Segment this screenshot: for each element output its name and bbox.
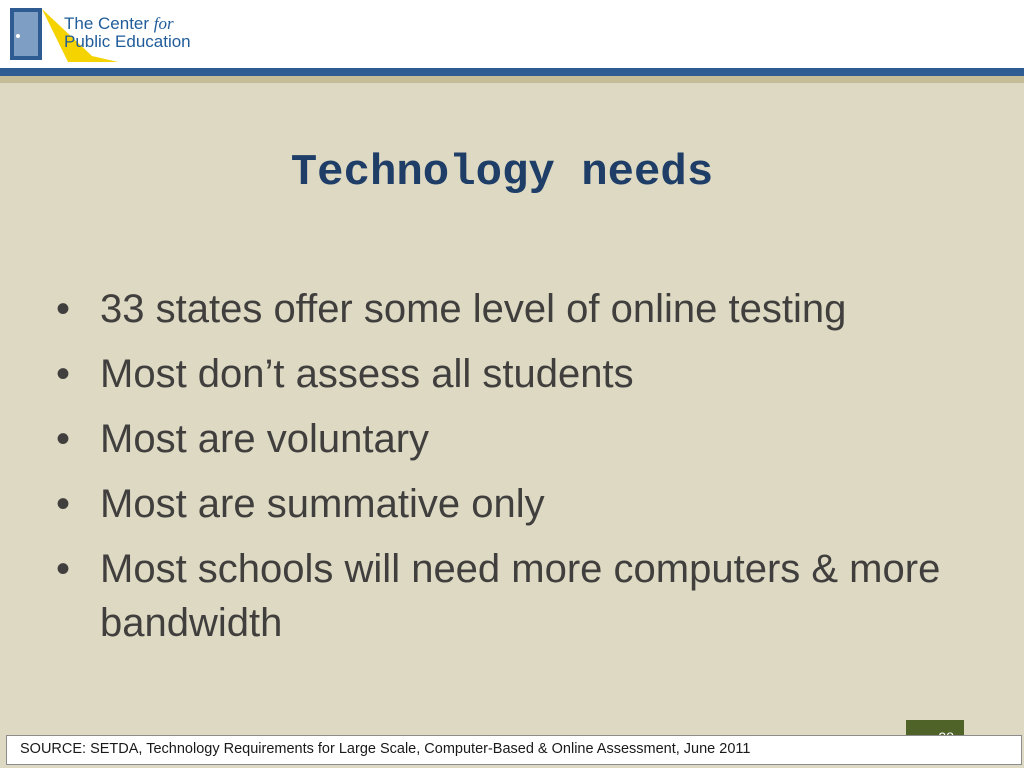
slide-header — [0, 0, 1024, 68]
logo-line1: The Center — [64, 14, 150, 33]
bullet-symbol: • — [56, 417, 71, 461]
bullet-item — [56, 542, 976, 650]
bullet-symbol: • — [56, 482, 71, 526]
bullet-item — [56, 477, 976, 531]
slide-title: Technology needs — [290, 148, 714, 198]
header-rule-blue — [0, 68, 1024, 76]
bullet-symbol: • — [56, 547, 71, 591]
header-rule-tan — [0, 76, 1024, 83]
bullet-text: Most don’t assess all students — [100, 352, 634, 396]
logo-for: for — [153, 14, 174, 33]
bullet-item — [56, 282, 976, 336]
bullet-text: Most are voluntary — [100, 417, 430, 461]
bullet-item — [56, 347, 976, 401]
bullet-text: Most schools will need more computers & more bandwidth — [100, 547, 941, 645]
source-citation: SOURCE: SETDA, Technology Requirements for Large Scale, Computer-Based & Online Assessment, June 2011 — [6, 735, 1022, 765]
bullet-text: 33 states offer some level of online testing — [100, 287, 847, 331]
bullet-symbol: • — [56, 352, 71, 396]
bullet-text: Most are summative only — [100, 482, 545, 526]
bullet-list — [56, 282, 976, 661]
bullet-symbol: • — [56, 287, 71, 331]
logo-line2: Public Education — [64, 32, 191, 51]
logo-wordmark — [64, 15, 191, 51]
bullet-item — [56, 412, 976, 466]
